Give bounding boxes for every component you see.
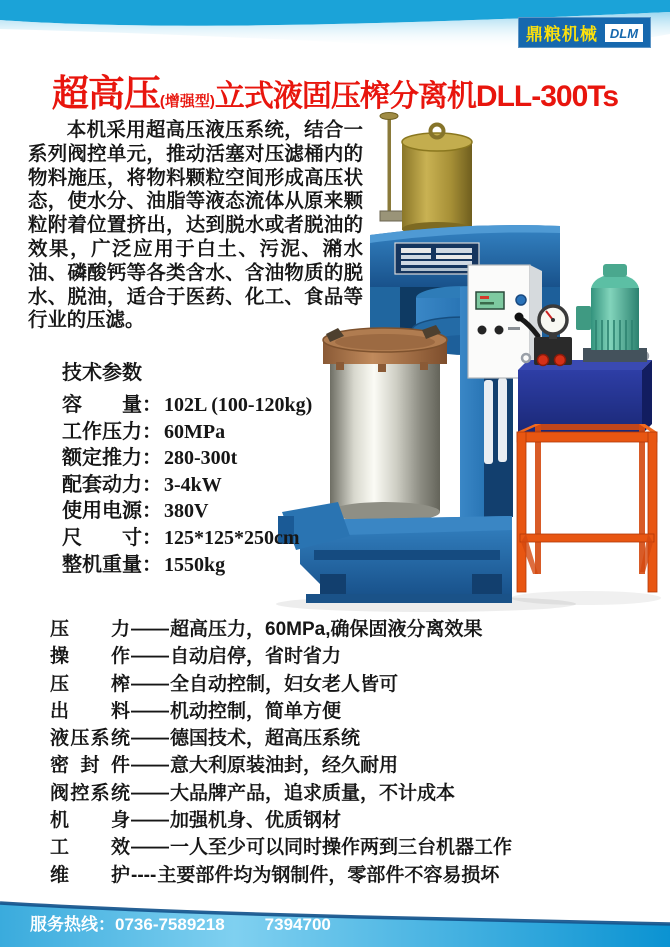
- spec-value: 3-4kW: [164, 473, 222, 496]
- spec-row: [62, 498, 312, 525]
- feature-row: [50, 643, 512, 670]
- feature-desc: 主要部件均为钢制件，零部件不容易损坏: [157, 864, 500, 886]
- spec-colon: ：: [142, 394, 162, 416]
- spec-colon: ：: [142, 447, 162, 470]
- spec-label: 工作压力: [62, 420, 142, 443]
- feature-separator: ——: [131, 700, 169, 722]
- spec-value: 280-300t: [164, 447, 238, 470]
- feature-term: 压力: [50, 619, 130, 640]
- spec-row: [62, 472, 312, 499]
- feature-separator: ——: [131, 755, 169, 777]
- spec-value: 60MPa: [164, 420, 226, 443]
- spec-colon: ：: [142, 420, 162, 443]
- specs-section: [62, 356, 312, 578]
- hotline-phone-2: 7394700: [264, 915, 331, 934]
- spec-label: 尺寸: [62, 526, 142, 549]
- spec-value: 102L (100-120kg): [164, 394, 313, 416]
- feature-row: [50, 834, 512, 861]
- feature-term: 液压系统: [50, 728, 130, 750]
- feature-separator: ----: [131, 864, 157, 886]
- spec-row: [62, 419, 312, 446]
- title-model: 立式液固压榨分离机DLL-300Ts: [214, 80, 619, 113]
- feature-row: [50, 862, 512, 889]
- brand-abbr-badge: DLM: [605, 24, 643, 42]
- spec-colon: ：: [142, 553, 162, 576]
- feature-row: [50, 671, 512, 698]
- feature-row: [50, 616, 512, 643]
- spec-row: [62, 525, 312, 552]
- feature-desc: 大品牌产品，追求质量，不计成本: [170, 782, 456, 804]
- feature-separator: ——: [131, 673, 169, 695]
- spec-colon: ：: [142, 500, 162, 523]
- feature-term: 压榨: [50, 673, 130, 695]
- hotline-phone-1: 0736-7589218: [115, 915, 225, 934]
- feature-desc: 意大利原装油封，经久耐用: [170, 755, 399, 777]
- feature-separator: ——: [131, 810, 169, 832]
- service-hotline: [30, 910, 331, 935]
- features-section: [50, 616, 512, 889]
- feature-term: 密封件: [50, 755, 130, 777]
- feature-desc: 超高压力，60MPa,确保固液分离效果: [170, 619, 483, 640]
- feature-row: [50, 725, 512, 752]
- feature-term: 工效: [50, 837, 130, 859]
- feature-row: [50, 807, 512, 834]
- brand-logo: [518, 17, 651, 48]
- spec-row: [62, 392, 312, 419]
- spec-value: 380V: [164, 500, 209, 523]
- title-main: 超高压: [51, 73, 160, 114]
- spec-colon: ：: [142, 526, 162, 549]
- intro-paragraph: 本机采用超高压液压系统，结合一系列阀控单元，推动活塞对压滤桶内的物料施压，将物料颗粒空间形成高压状态，使水分、油脂等液态流体从原来颗粒附着位置挤出，达到脱水或者脱油的效果，广泛应用于白土、污泥、潲水油、磷酸钙等各类含水、含油物质的脱水、脱油，适合于医药、化工、食品等行业的压滤。: [28, 119, 363, 332]
- spec-label: 配套动力: [62, 473, 142, 496]
- feature-separator: ——: [131, 837, 169, 859]
- feature-desc: 自动启停，省时省力: [170, 646, 342, 668]
- feature-separator: ——: [131, 728, 169, 750]
- feature-term: 机身: [50, 810, 130, 832]
- feature-desc: 全自动控制，妇女老人皆可: [170, 673, 399, 695]
- spec-label: 使用电源: [62, 500, 142, 523]
- feature-desc: 加强机身、优质钢材: [170, 810, 342, 832]
- spec-label: 容量: [62, 394, 142, 416]
- feature-term: 出料: [50, 700, 130, 722]
- product-photo: [276, 102, 670, 620]
- spec-label: 额定推力: [62, 447, 142, 470]
- spec-row: [62, 445, 312, 472]
- spec-row: [62, 552, 312, 579]
- feature-separator: ——: [131, 782, 169, 804]
- feature-term: 维护: [50, 864, 130, 886]
- feature-desc: 机动控制，简单方便: [170, 700, 342, 722]
- feature-term: 操作: [50, 646, 130, 668]
- feature-row: [50, 752, 512, 779]
- feature-desc: 一人至少可以同时操作两到三台机器工作: [170, 837, 513, 859]
- spec-value: 125*125*250cm: [164, 526, 300, 549]
- feature-separator: ——: [131, 619, 169, 640]
- hotline-label: 服务热线：: [30, 915, 115, 934]
- feature-desc: 德国技术，超高压系统: [170, 728, 361, 750]
- feature-separator: ——: [131, 646, 169, 668]
- feature-term: 阀控系统: [50, 782, 130, 804]
- spec-label: 整机重量: [62, 553, 142, 576]
- feature-row: [50, 780, 512, 807]
- feature-row: [50, 698, 512, 725]
- specs-heading: 技术参数: [62, 362, 142, 384]
- title-variant: (增强型): [159, 93, 215, 110]
- spec-colon: ：: [142, 473, 162, 496]
- spec-value: 1550kg: [164, 553, 226, 576]
- brand-name: 鼎粮机械: [525, 25, 598, 44]
